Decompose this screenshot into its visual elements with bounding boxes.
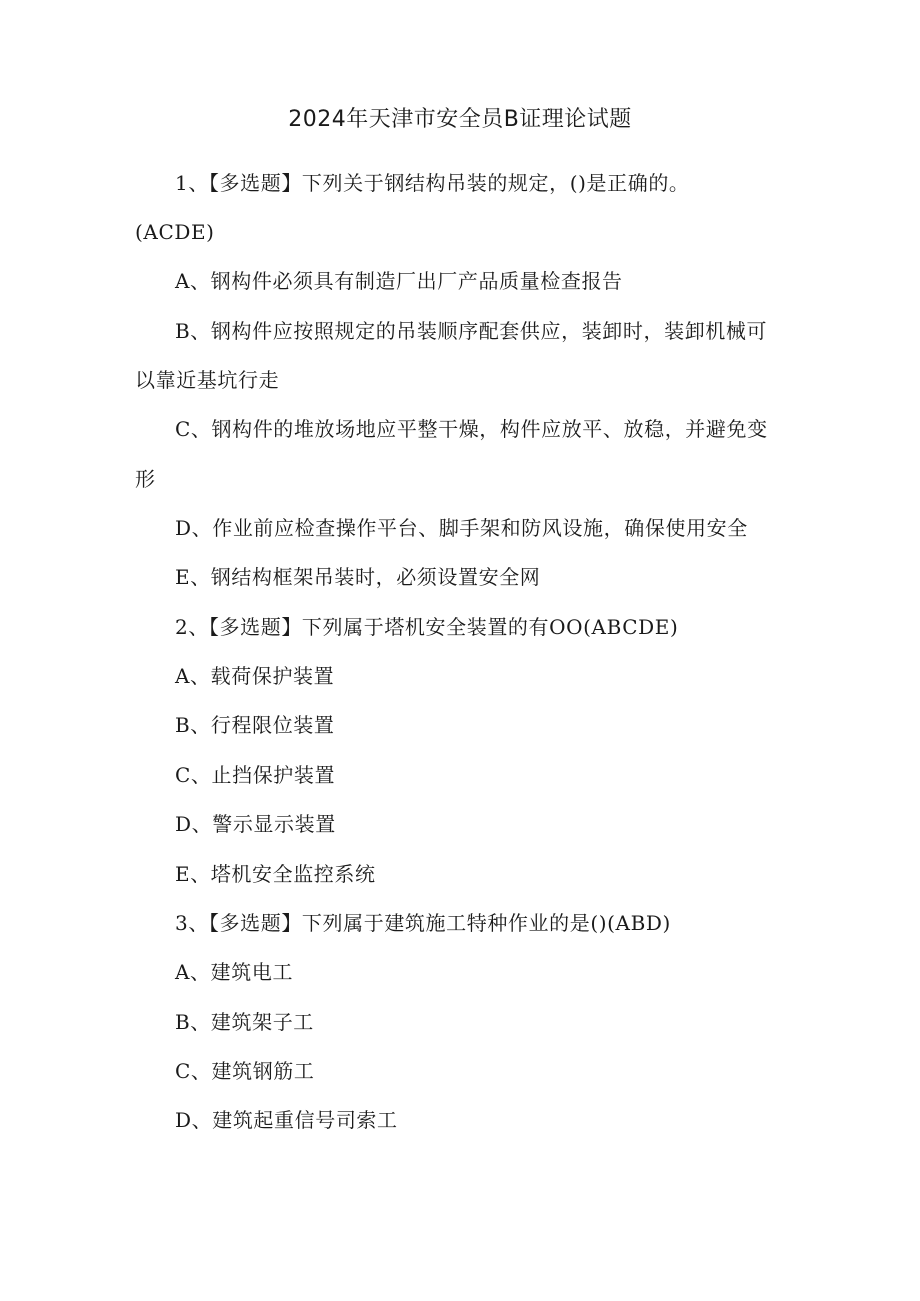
q2-option-e: E、塔机安全监控系统 <box>175 862 376 886</box>
q2-option-b: B、行程限位装置 <box>175 713 335 737</box>
q2-option-d: D、警示显示装置 <box>175 812 336 836</box>
q3-stem: 3、【多选题】下列属于建筑施工特种作业的是()(ABD) <box>175 911 671 935</box>
q1-option-b-line-1: B、钢构件应按照规定的吊装顺序配套供应，装卸时，装卸机械可 <box>175 319 768 343</box>
q3-option-d: D、建筑起重信号司索工 <box>175 1108 398 1132</box>
q3-option-b: B、建筑架子工 <box>175 1010 314 1034</box>
q3-option-c: C、建筑钢筋工 <box>175 1059 315 1083</box>
q2-option-a: A、载荷保护装置 <box>175 664 335 688</box>
q1-option-c-line-1: C、钢构件的堆放场地应平整干燥，构件应放平、放稳，并避免变 <box>175 417 768 441</box>
q2-option-c: C、止挡保护装置 <box>175 763 336 787</box>
q1-option-c-line-2: 形 <box>135 467 156 491</box>
document-title: 2024年天津市安全员B证理论试题 <box>288 107 632 132</box>
q1-stem-line-2: (ACDE) <box>135 220 215 244</box>
q1-option-a: A、钢构件必须具有制造厂出厂产品质量检查报告 <box>175 269 623 293</box>
q1-option-b-line-2: 以靠近基坑行走 <box>135 368 280 392</box>
q3-option-a: A、建筑电工 <box>175 960 294 984</box>
q1-option-d: D、作业前应检查操作平台、脚手架和防风设施，确保使用安全 <box>175 516 748 540</box>
q1-stem-line-1: 1、【多选题】下列关于钢结构吊装的规定，()是正确的。 <box>175 171 690 195</box>
q2-stem: 2、【多选题】下列属于塔机安全装置的有OO(ABCDE) <box>175 615 679 639</box>
q1-option-e: E、钢结构框架吊装时，必须设置安全网 <box>175 565 541 589</box>
